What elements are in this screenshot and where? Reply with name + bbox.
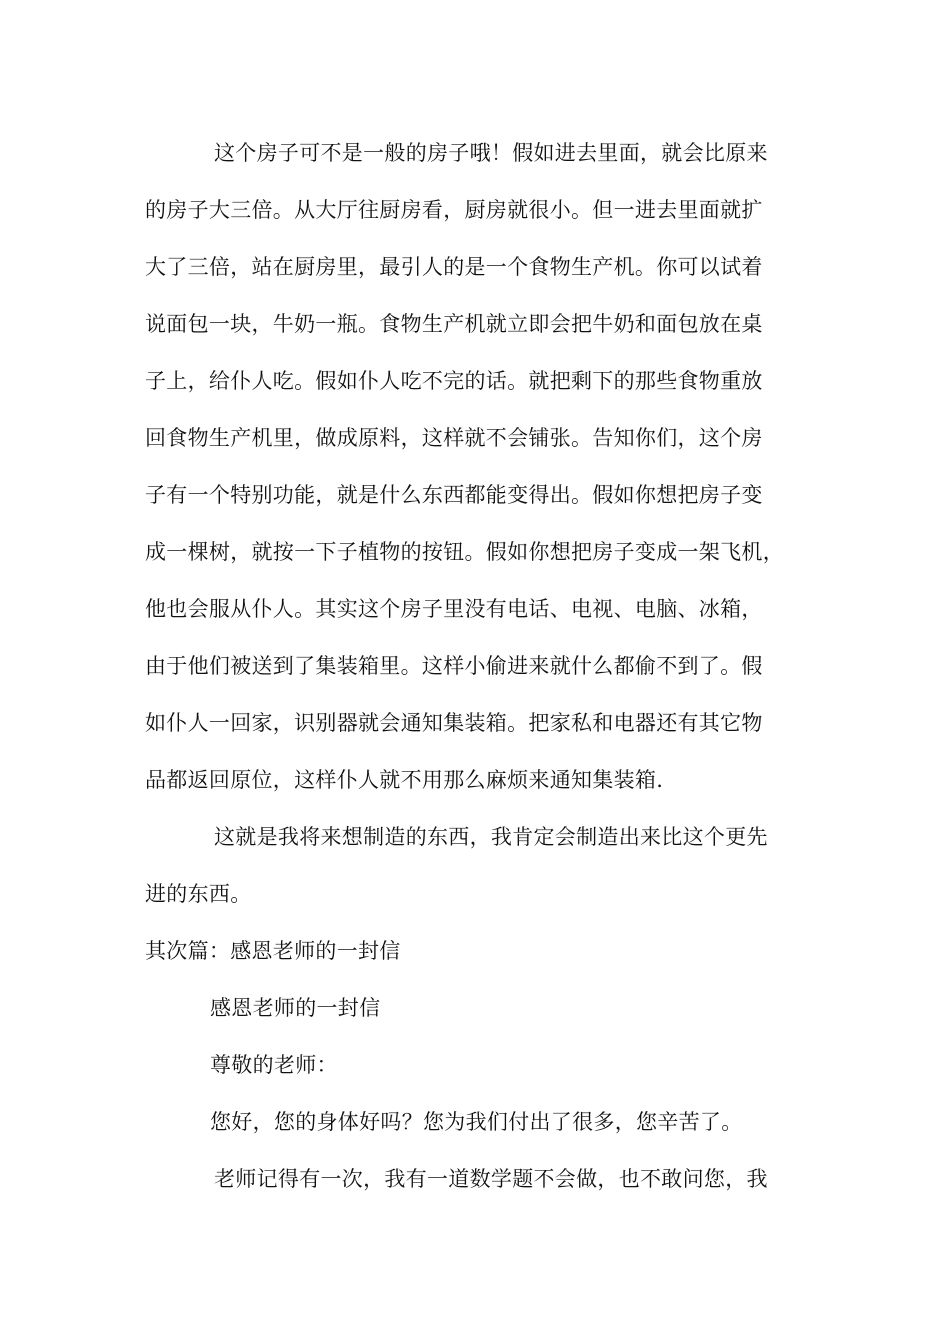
- paragraph-line: 大了三倍，站在厨房里，最引人的是一个食物生产机。你可以试着: [145, 255, 763, 279]
- paragraph-line: 进的东西。: [145, 882, 252, 906]
- letter-greeting: 您好，您的身体好吗？您为我们付出了很多，您辛苦了。: [210, 1110, 743, 1134]
- paragraph-line: 如仆人一回家，识别器就会通知集装箱。把家私和电器还有其它物: [145, 711, 763, 735]
- paragraph-line: 子上，给仆人吃。假如仆人吃不完的话。就把剩下的那些食物重放: [145, 369, 763, 393]
- paragraph-line: 说面包一块，牛奶一瓶。食物生产机就立即会把牛奶和面包放在桌: [145, 312, 763, 336]
- section-heading: 其次篇：感恩老师的一封信: [145, 939, 401, 963]
- paragraph-line: 他也会服从仆人。其实这个房子里没有电话、电视、电脑、冰箱，: [145, 597, 763, 621]
- paragraph-line: 这个房子可不是一般的房子哦！假如进去里面，就会比原来: [214, 141, 768, 165]
- paragraph-line: 回食物生产机里，做成原料，这样就不会铺张。告知你们，这个房: [145, 426, 763, 450]
- paragraph-line: 成一棵树，就按一下子植物的按钮。假如你想把房子变成一架飞机，: [145, 540, 784, 564]
- paragraph-line: 这就是我将来想制造的东西，我肯定会制造出来比这个更先: [214, 825, 768, 849]
- paragraph-line: 子有一个特别功能，就是什么东西都能变得出。假如你想把房子变: [145, 483, 763, 507]
- letter-title: 感恩老师的一封信: [210, 996, 381, 1020]
- paragraph-line: 由于他们被送到了集装箱里。这样小偷进来就什么都偷不到了。假: [145, 654, 763, 678]
- letter-paragraph-line: 老师记得有一次，我有一道数学题不会做，也不敢问您，我: [214, 1167, 768, 1191]
- paragraph-line: 的房子大三倍。从大厅往厨房看，厨房就很小。但一进去里面就扩: [145, 198, 763, 222]
- letter-salutation: 尊敬的老师：: [210, 1053, 338, 1077]
- paragraph-line: 品都返回原位，这样仆人就不用那么麻烦来通知集装箱.: [145, 768, 664, 792]
